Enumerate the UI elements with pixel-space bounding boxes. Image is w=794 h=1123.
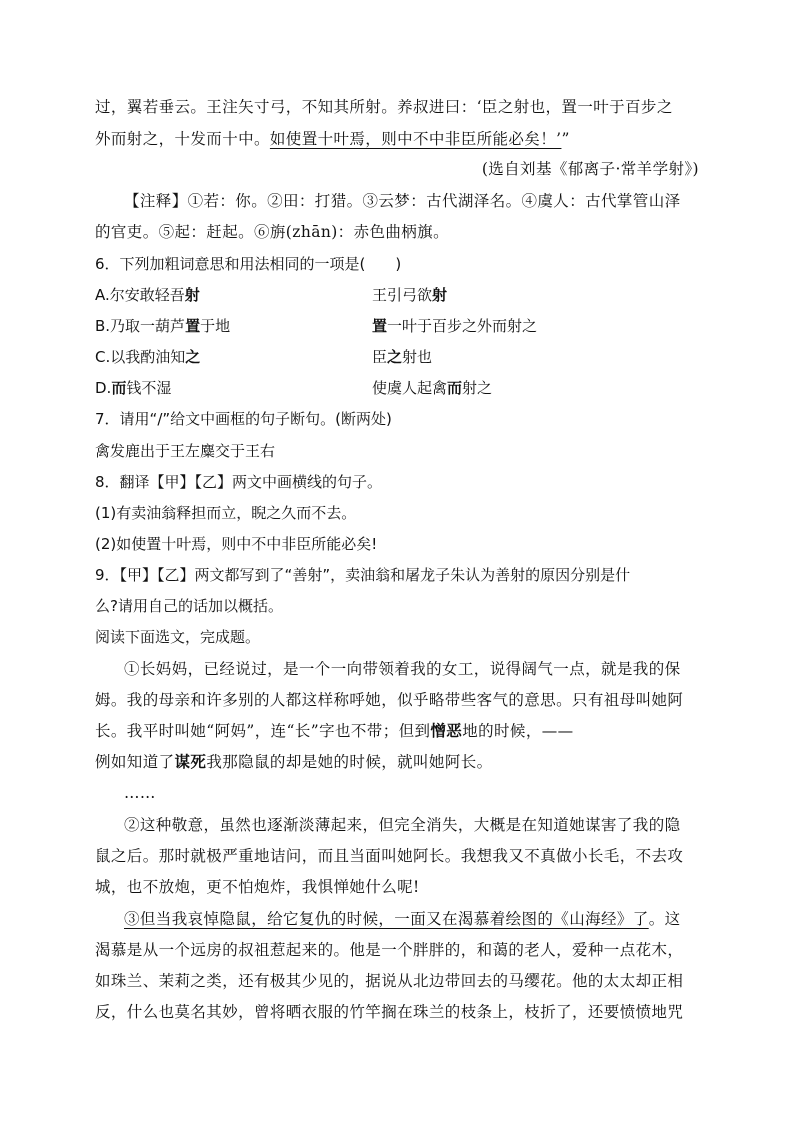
passage-b-notes-1: 【注释】①若：你。②田：打猎。③云梦：古代湖泽名。④虞人：古代掌管山泽 xyxy=(124,192,681,210)
passage-c-p2-line-2: 鼠之后。那时就极严重地诘问，而且当面叫她阿长。我想我又不真做小长毛，不去攻 xyxy=(95,847,684,865)
q6-option-c xyxy=(95,346,699,368)
q9-line-1: 9．【甲】【乙】两文都写到了“善射”，卖油翁和屠龙子朱认为善射的原因分别是什 xyxy=(95,566,631,584)
section-intro: 阅读下面选文，完成题。 xyxy=(95,628,261,646)
passage-c-ellipsis: …… xyxy=(124,784,156,802)
passage-c-p1-line-4: 例如知道了谋死我那隐鼠的却是她的时候，就叫她阿长。 xyxy=(95,752,493,771)
passage-c-p3-line-2: 渴慕是从一个远房的叔祖惹起来的。他是一个胖胖的，和蔼的老人，爱种一点花木， xyxy=(95,941,684,959)
bold-word-mousi: 谋死 xyxy=(174,752,207,771)
passage-c-p1-line-2: 姆。我的母亲和许多别的人都这样称呼她，似乎略带些客气的意思。只有祖母叫她阿 xyxy=(95,691,684,709)
passage-c-p2-line-1: ②这种敬意，虽然也逐渐淡薄起来，但完全消失，大概是在知道她谋害了我的隐 xyxy=(124,816,681,834)
underlined-sentence-c: ③但当我哀悼隐鼠，给它复仇的时候，一面又在渴慕着绘图的《山海经》了 xyxy=(124,910,649,928)
passage-b-source: (选自刘基《郁离子·常羊学射》) xyxy=(481,160,699,178)
q7-sentence: 禽发鹿出于王左麋交于王右 xyxy=(95,442,276,460)
q6-option-d xyxy=(95,377,699,399)
q6-stem: 6．下列加粗词意思和用法相同的一项是( ) xyxy=(95,255,402,273)
underlined-sentence-b: 如使置十叶焉，则中不中非臣所能必矣！’ xyxy=(269,130,562,148)
q6-option-c-right: 臣之射也 xyxy=(372,348,433,366)
passage-b-line-1: 过，翼若垂云。王注矢寸弓，不知其所射。养叔进曰：‘臣之射也，置一叶于百步之 xyxy=(95,98,673,116)
passage-c-p3-line-3: 如珠兰、茉莉之类，还有极其少见的，据说从北边带回去的马缨花。他的太太却正相 xyxy=(95,972,684,990)
q6-option-b-right: 置一叶于百步之外而射之 xyxy=(372,317,538,335)
passage-c-p1-line-3: 长。我平时叫她“阿妈”，连“长”字也不带；但到憎恶地的时候，—— xyxy=(95,721,574,740)
q9-line-2: 么?请用自己的话加以概括。 xyxy=(95,597,283,615)
q6-option-a xyxy=(95,284,699,306)
q6-option-a-right: 王引弓欲射 xyxy=(372,286,448,304)
passage-c-p1-line-1: ①长妈妈，已经说过，是一个一向带领着我的女工，说得阔气一点，就是我的保 xyxy=(124,660,681,678)
bold-word-zengwu: 憎恶 xyxy=(430,721,463,740)
q7-stem: 7．请用“/”给文中画框的句子断句。(断两处) xyxy=(95,410,392,428)
passage-c-p2-line-3: 城，也不放炮，更不怕炮炸，我惧惮她什么呢! xyxy=(95,878,420,896)
q6-option-d-right: 使虞人起禽而射之 xyxy=(372,379,493,397)
q6-option-b xyxy=(95,315,699,337)
q8-item-1: (1)有卖油翁释担而立，睨之久而不去。 xyxy=(95,504,357,522)
passage-b-line-2-plain: 外而射之，十发而十中。 xyxy=(95,130,270,148)
q6-option-a-left: A.尔安敢轻吾射 xyxy=(95,286,200,304)
passage-b-line-2 xyxy=(95,128,699,150)
q8-stem: 8．翻译【甲】【乙】两文中画横线的句子。 xyxy=(95,473,383,491)
passage-b-notes-2: 的官吏。⑤起：赶起。⑥旃(zhān)：赤色曲柄旗。 xyxy=(95,223,449,241)
passage-c-p3-line-1: ③但当我哀悼隐鼠，给它复仇的时候，一面又在渴慕着绘图的《山海经》了。这 xyxy=(124,910,681,928)
q6-option-d-left: D.而钱不湿 xyxy=(95,379,172,397)
passage-b-closing-quote: ” xyxy=(561,130,570,148)
q8-item-2: (2)如使置十叶焉，则中不中非臣所能必矣! xyxy=(95,535,378,553)
q6-option-c-left: C.以我酌油知之 xyxy=(95,348,201,366)
q6-option-b-left: B.乃取一葫芦置于地 xyxy=(95,317,231,335)
passage-c-p3-line-4: 反，什么也莫名其妙，曾将晒衣服的竹竿搁在珠兰的枝条上，枝折了，还要愤愤地咒 xyxy=(95,1003,684,1021)
